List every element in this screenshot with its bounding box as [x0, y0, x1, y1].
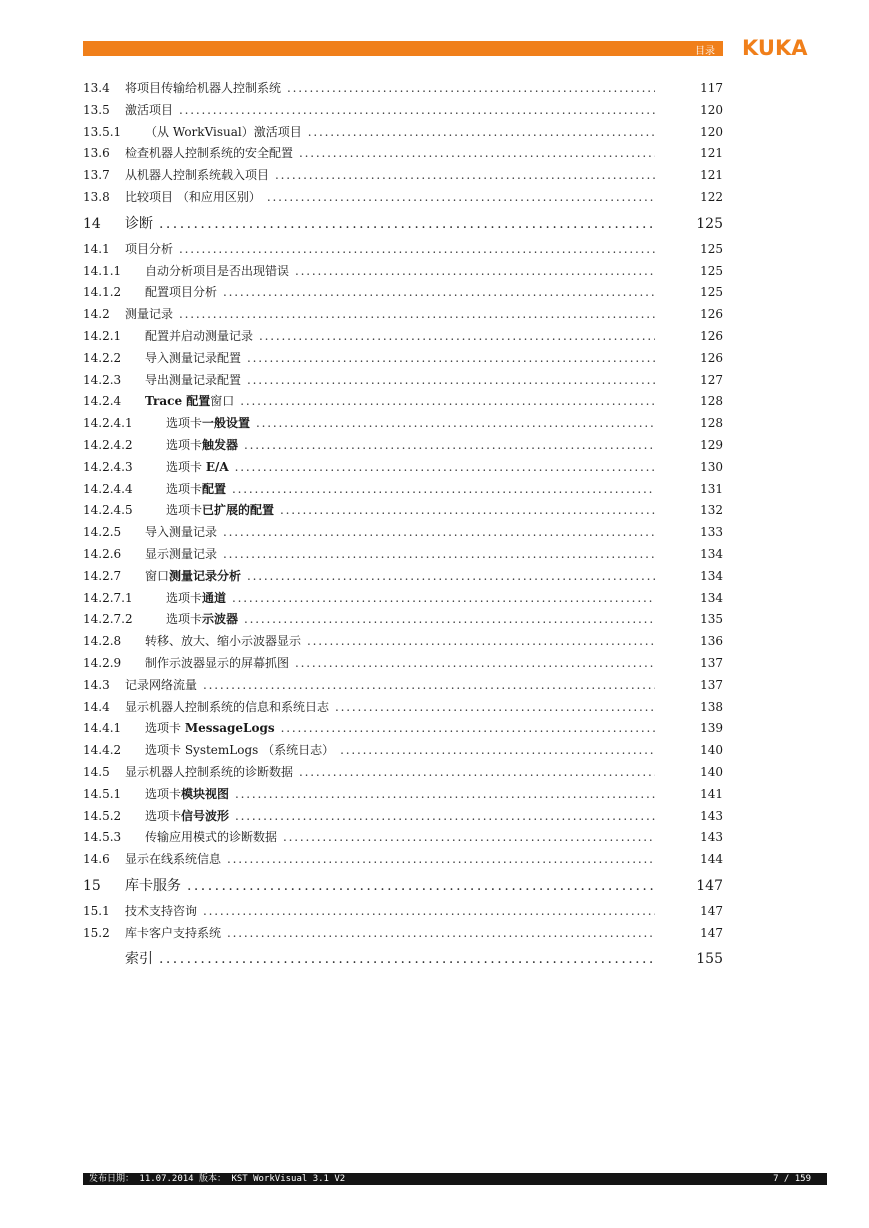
toc-dot-leader	[232, 479, 655, 501]
toc-entry-title	[166, 500, 274, 522]
toc-entry[interactable]	[83, 631, 723, 653]
toc-entry[interactable]	[83, 944, 723, 974]
toc-entry[interactable]	[83, 500, 723, 522]
toc-entry-title: 库卡服务	[125, 877, 181, 894]
toc-entry[interactable]	[83, 784, 723, 806]
toc-entry[interactable]	[83, 282, 723, 304]
toc-entry-title-emphasis: 模块视图	[181, 786, 230, 801]
toc-dot-leader	[235, 457, 655, 479]
toc-dot-leader	[232, 588, 655, 610]
toc-entry[interactable]	[83, 370, 723, 392]
toc-dot-leader	[283, 827, 655, 849]
toc-entry-number: 14.5.1	[83, 786, 122, 801]
table-of-contents	[83, 78, 723, 974]
toc-entry[interactable]	[83, 143, 723, 165]
toc-entry-title: 检查机器人控制系统的安全配置	[125, 146, 294, 161]
toc-entry-title-suffix: 窗口	[210, 394, 235, 409]
kuka-logo: KUKA	[742, 36, 808, 60]
toc-dot-leader	[295, 261, 655, 283]
toc-dot-leader	[244, 435, 655, 457]
toc-dot-leader	[235, 806, 655, 828]
toc-entry-title: 技术支持咨询	[125, 903, 198, 918]
toc-dot-leader	[340, 740, 655, 762]
toc-entry[interactable]	[83, 435, 723, 457]
toc-dot-leader	[227, 849, 655, 871]
toc-entry-title-emphasis: 触发器	[202, 437, 239, 452]
toc-entry-title: 测量记录	[125, 307, 174, 322]
toc-dot-leader	[307, 631, 655, 653]
toc-entry-title: 选项卡 SystemLogs （系统日志）	[145, 743, 335, 758]
toc-entry-title-emphasis: E/A	[205, 459, 229, 474]
toc-entry-page: 140	[700, 743, 723, 758]
toc-entry-page: 134	[700, 568, 723, 583]
toc-dot-leader	[235, 784, 655, 806]
toc-entry-page: 128	[700, 394, 723, 409]
toc-entry-number: 14.1.2	[83, 285, 122, 300]
toc-entry-number: 14.2.7	[83, 568, 122, 583]
toc-entry-title-emphasis: 信号波形	[181, 808, 230, 823]
toc-entry[interactable]	[83, 697, 723, 719]
toc-entry-number: 14.2.4.1	[83, 416, 133, 431]
toc-entry-title	[145, 391, 234, 413]
toc-entry-page: 131	[700, 481, 723, 496]
toc-entry-page: 143	[700, 830, 723, 845]
toc-entry-number: 15.1	[83, 903, 110, 918]
toc-entry[interactable]	[83, 923, 723, 945]
toc-entry-page: 125	[700, 263, 723, 278]
toc-entry-title-emphasis: Trace 配置	[145, 394, 211, 409]
toc-dot-leader	[280, 500, 655, 522]
toc-entry-title: 显示机器人控制系统的诊断数据	[125, 764, 294, 779]
toc-entry-title	[166, 609, 238, 631]
toc-entry[interactable]	[83, 239, 723, 261]
toc-entry-page: 129	[700, 437, 723, 452]
toc-entry-number: 14.2.2	[83, 350, 122, 365]
toc-entry-number: 13.5.1	[83, 124, 122, 139]
toc-entry-title: 导入测量记录	[145, 525, 218, 540]
toc-entry-number: 14.2.5	[83, 525, 122, 540]
toc-entry-page: 126	[700, 307, 723, 322]
toc-entry[interactable]	[83, 718, 723, 740]
toc-entry-page: 139	[700, 721, 723, 736]
toc-entry-title: 索引	[125, 951, 153, 968]
footer-publication-info: 发布日期： 11.07.2014 版本： KST WorkVisual 3.1 V2	[89, 1174, 346, 1184]
toc-entry[interactable]	[83, 391, 723, 413]
toc-entry-number: 15	[83, 877, 101, 894]
toc-entry-title	[166, 413, 250, 435]
toc-entry-page: 137	[700, 655, 723, 670]
toc-entry-number: 14	[83, 215, 101, 232]
toc-dot-leader	[281, 718, 655, 740]
toc-entry[interactable]	[83, 901, 723, 923]
toc-dot-leader	[179, 304, 655, 326]
toc-entry-page: 147	[696, 877, 723, 894]
toc-entry-page: 136	[700, 634, 723, 649]
toc-entry-title: （从 WorkVisual）激活项目	[145, 124, 302, 139]
toc-dot-leader	[308, 122, 655, 144]
toc-entry-number: 14.4	[83, 699, 110, 714]
toc-entry-title-prefix: 选项卡	[166, 416, 203, 431]
toc-entry-page: 134	[700, 590, 723, 605]
toc-entry-page: 141	[700, 786, 723, 801]
toc-dot-leader	[179, 100, 655, 122]
toc-entry-title: 库卡客户支持系统	[125, 925, 222, 940]
toc-entry[interactable]	[83, 740, 723, 762]
toc-entry-page: 138	[700, 699, 723, 714]
toc-entry[interactable]	[83, 413, 723, 435]
toc-entry-number: 14.4.2	[83, 743, 122, 758]
toc-dot-leader	[267, 187, 655, 209]
toc-entry-title: 将项目传输给机器人控制系统	[125, 81, 282, 95]
toc-entry-number: 13.5	[83, 102, 110, 117]
toc-dot-leader	[227, 923, 655, 945]
toc-entry-title	[145, 806, 229, 828]
toc-entry-page: 125	[696, 215, 723, 232]
toc-entry-number: 14.5.2	[83, 808, 122, 823]
toc-entry[interactable]	[83, 326, 723, 348]
toc-entry-title: 激活项目	[125, 102, 174, 117]
toc-dot-leader	[159, 209, 655, 239]
toc-entry-title	[166, 479, 226, 501]
toc-entry-number: 14.1.1	[83, 263, 122, 278]
toc-dot-leader	[295, 653, 655, 675]
toc-entry-title-prefix: 选项卡	[145, 721, 185, 736]
toc-dot-leader	[223, 282, 655, 304]
header-bar	[83, 41, 723, 56]
toc-entry-title-prefix: 选项卡	[166, 590, 203, 605]
toc-dot-leader	[240, 391, 655, 413]
toc-entry-title-emphasis: 一般设置	[202, 416, 251, 431]
toc-entry-number: 13.8	[83, 189, 110, 204]
toc-entry-number: 14.2.8	[83, 634, 122, 649]
toc-dot-leader	[247, 566, 655, 588]
header-section-label: 目录	[695, 46, 715, 57]
toc-dot-leader	[259, 326, 655, 348]
toc-entry-title	[145, 784, 229, 806]
toc-dot-leader	[287, 78, 655, 100]
toc-entry-page: 144	[700, 852, 723, 867]
toc-entry-title: 转移、放大、缩小示波器显示	[145, 634, 302, 649]
toc-dot-leader	[335, 697, 655, 719]
toc-entry-title: 配置项目分析	[145, 285, 218, 300]
toc-dot-leader	[223, 522, 655, 544]
toc-entry[interactable]	[83, 566, 723, 588]
toc-entry-number: 13.4	[83, 81, 110, 95]
toc-entry-number: 14.2.9	[83, 655, 122, 670]
toc-entry-title: 项目分析	[125, 241, 174, 256]
toc-entry-page: 126	[700, 350, 723, 365]
toc-entry-title: 诊断	[125, 215, 153, 232]
toc-entry-title-emphasis: 通道	[202, 590, 227, 605]
toc-entry-number: 14.2.3	[83, 372, 122, 387]
toc-entry-title: 从机器人控制系统载入项目	[125, 168, 270, 183]
toc-entry-title	[166, 588, 226, 610]
toc-entry-page: 122	[700, 189, 723, 204]
toc-entry-title: 比较项目 （和应用区别）	[125, 189, 261, 204]
toc-entry[interactable]	[83, 100, 723, 122]
toc-entry-number: 15.2	[83, 925, 110, 940]
toc-entry[interactable]	[83, 675, 723, 697]
footer-page-number: 7 / 159	[773, 1174, 811, 1184]
toc-entry-title	[145, 566, 241, 588]
toc-entry-page: 133	[700, 525, 723, 540]
toc-entry-title: 显示机器人控制系统的信息和系统日志	[125, 699, 330, 714]
toc-entry-title-emphasis: 测量记录分析	[169, 568, 242, 583]
toc-entry-number: 14.2.4.5	[83, 503, 133, 518]
toc-dot-leader	[299, 143, 655, 165]
toc-entry-page: 140	[700, 764, 723, 779]
toc-entry-number: 14.1	[83, 241, 110, 256]
toc-entry-page: 117	[700, 81, 723, 95]
toc-entry-number: 13.7	[83, 168, 110, 183]
toc-entry-page: 155	[696, 951, 723, 968]
toc-entry-number: 14.2.6	[83, 546, 122, 561]
toc-entry-title	[166, 435, 238, 457]
toc-dot-leader	[203, 901, 655, 923]
toc-entry-number: 14.5	[83, 764, 110, 779]
toc-dot-leader	[247, 348, 655, 370]
toc-entry[interactable]	[83, 78, 723, 100]
toc-entry-title: 导入测量记录配置	[145, 350, 242, 365]
toc-entry-title: 导出测量记录配置	[145, 372, 242, 387]
toc-entry-title: 配置并启动测量记录	[145, 328, 254, 343]
toc-entry[interactable]	[83, 457, 723, 479]
toc-entry-title-emphasis: MessageLogs	[184, 721, 275, 736]
toc-entry[interactable]	[83, 165, 723, 187]
toc-entry-page: 137	[700, 677, 723, 692]
toc-entry-page: 126	[700, 328, 723, 343]
toc-entry-title-prefix: 选项卡	[166, 437, 203, 452]
toc-dot-leader	[203, 675, 655, 697]
toc-entry-number: 14.2.4.4	[83, 481, 133, 496]
toc-dot-leader	[256, 413, 655, 435]
toc-entry[interactable]	[83, 479, 723, 501]
toc-entry[interactable]	[83, 871, 723, 901]
toc-entry[interactable]	[83, 209, 723, 239]
toc-dot-leader	[275, 165, 655, 187]
toc-entry[interactable]	[83, 653, 723, 675]
toc-entry-page: 147	[700, 925, 723, 940]
toc-entry-page: 127	[700, 372, 723, 387]
footer-bar	[83, 1173, 827, 1185]
toc-entry-page: 120	[700, 124, 723, 139]
toc-entry-title-emphasis: 配置	[202, 481, 227, 496]
toc-entry-number: 14.2	[83, 307, 110, 322]
toc-entry-title	[166, 457, 229, 479]
toc-entry-number: 14.2.4.3	[83, 459, 133, 474]
toc-entry-page: 130	[700, 459, 723, 474]
toc-entry-page: 121	[700, 168, 723, 183]
toc-entry[interactable]	[83, 544, 723, 566]
toc-entry-number: 14.2.7.2	[83, 612, 133, 627]
toc-entry[interactable]	[83, 122, 723, 144]
toc-entry-number: 14.2.1	[83, 328, 122, 343]
toc-entry-title-prefix: 选项卡	[166, 481, 203, 496]
toc-dot-leader	[187, 871, 655, 901]
toc-entry-page: 143	[700, 808, 723, 823]
toc-entry[interactable]	[83, 762, 723, 784]
toc-entry-number: 14.3	[83, 677, 110, 692]
toc-entry[interactable]	[83, 827, 723, 849]
toc-entry-title: 显示测量记录	[145, 546, 218, 561]
toc-entry-title-emphasis: 已扩展的配置	[202, 503, 275, 518]
toc-entry-number: 14.5.3	[83, 830, 122, 845]
toc-entry-title-prefix: 选项卡	[145, 808, 182, 823]
toc-entry[interactable]	[83, 588, 723, 610]
toc-entry[interactable]	[83, 187, 723, 209]
toc-entry-page: 134	[700, 546, 723, 561]
toc-entry-page: 125	[700, 285, 723, 300]
toc-dot-leader	[247, 370, 655, 392]
toc-entry-title: 记录网络流量	[125, 677, 198, 692]
toc-entry-title	[145, 718, 275, 740]
toc-entry[interactable]	[83, 609, 723, 631]
toc-entry-title: 显示在线系统信息	[125, 852, 222, 867]
toc-entry-number: 14.6	[83, 852, 110, 867]
toc-dot-leader	[244, 609, 655, 631]
toc-entry-title-prefix: 选项卡	[166, 612, 203, 627]
toc-entry-title-prefix: 选项卡	[166, 503, 203, 518]
toc-entry[interactable]	[83, 849, 723, 871]
toc-entry-page: 120	[700, 102, 723, 117]
toc-entry-number: 14.4.1	[83, 721, 122, 736]
toc-entry-title-prefix: 选项卡	[166, 459, 206, 474]
toc-entry-title-prefix: 窗口	[145, 568, 170, 583]
toc-entry-number: 14.2.4.2	[83, 437, 133, 452]
toc-entry-number: 14.2.4	[83, 394, 122, 409]
toc-entry-page: 121	[700, 146, 723, 161]
toc-dot-leader	[299, 762, 655, 784]
toc-dot-leader	[179, 239, 655, 261]
toc-entry[interactable]	[83, 261, 723, 283]
toc-entry[interactable]	[83, 806, 723, 828]
toc-entry-title: 传输应用模式的诊断数据	[145, 830, 278, 845]
toc-entry[interactable]	[83, 522, 723, 544]
toc-entry-page: 147	[700, 903, 723, 918]
toc-entry[interactable]	[83, 304, 723, 326]
toc-entry-number: 14.2.7.1	[83, 590, 133, 605]
toc-entry-number: 13.6	[83, 146, 110, 161]
toc-entry-title-prefix: 选项卡	[145, 786, 182, 801]
toc-entry-page: 128	[700, 416, 723, 431]
toc-dot-leader	[223, 544, 655, 566]
toc-entry-title: 自动分析项目是否出现错误	[145, 263, 290, 278]
toc-entry-title: 制作示波器显示的屏幕抓图	[145, 655, 290, 670]
toc-entry-title-emphasis: 示波器	[202, 612, 239, 627]
toc-entry-page: 135	[700, 612, 723, 627]
toc-entry-page: 132	[700, 503, 723, 518]
toc-entry-page: 125	[700, 241, 723, 256]
toc-entry[interactable]	[83, 348, 723, 370]
toc-dot-leader	[159, 944, 655, 974]
